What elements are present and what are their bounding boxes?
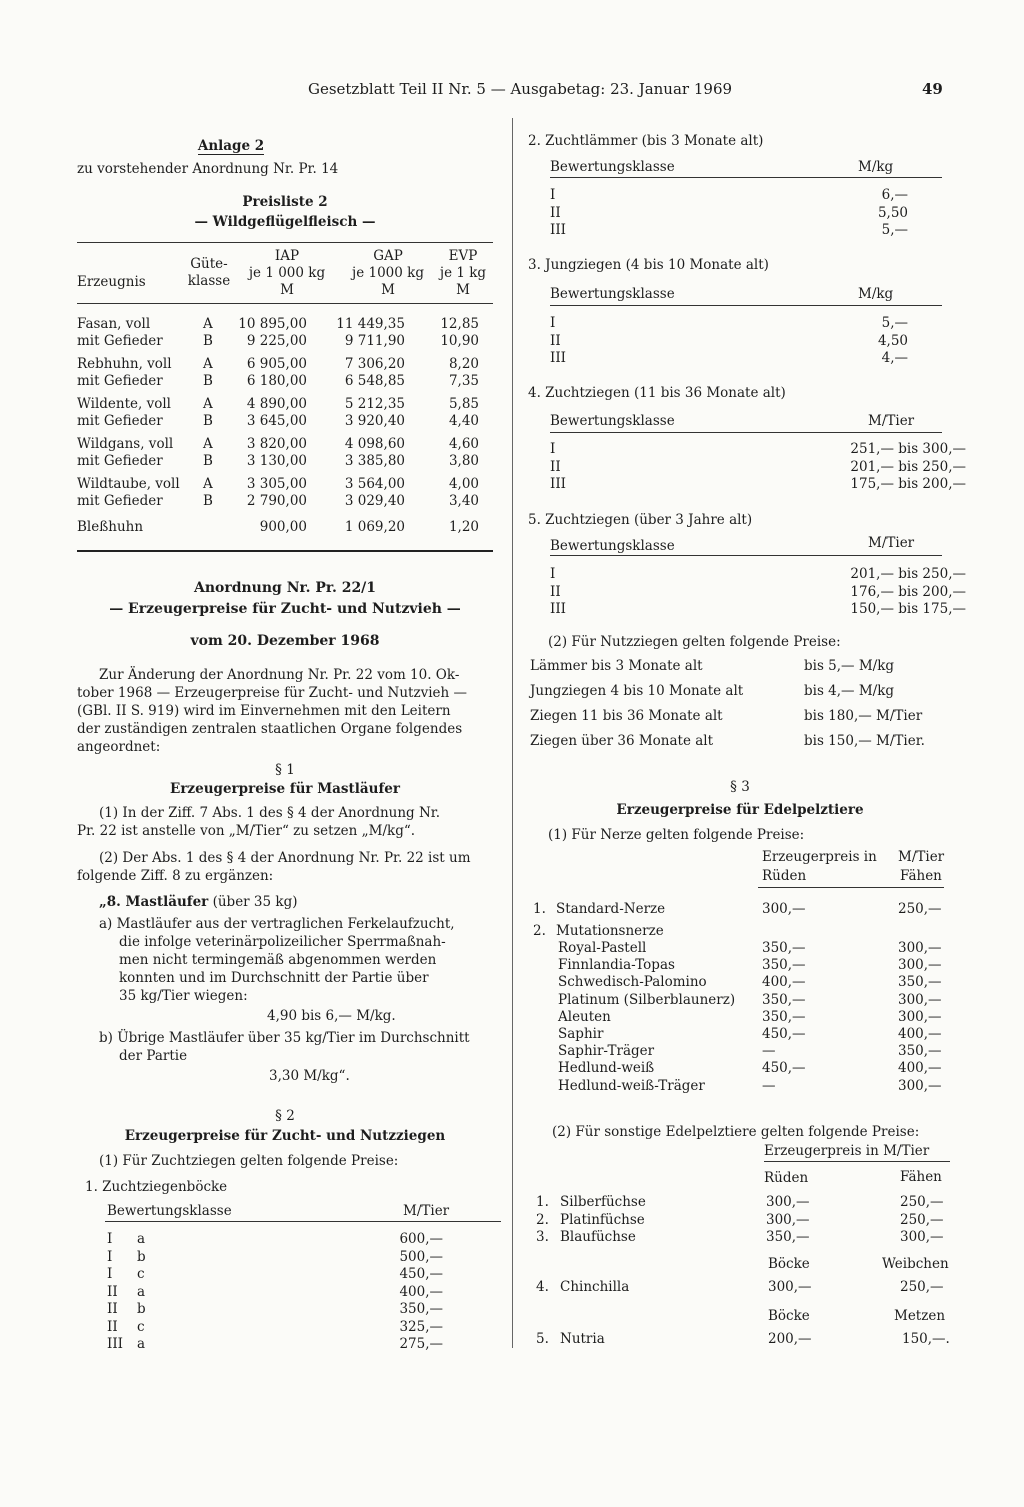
table-cell-gap: 5 212,35 [344, 396, 405, 412]
zu-header-class: Bewertungsklasse [550, 538, 675, 554]
section-2-para-1: (1) Für Zuchtziegen gelten folgende Preise: [99, 1153, 399, 1169]
jungziegen-title: 3. Jungziegen (4 bis 10 Monate alt) [528, 257, 769, 273]
table-cell-product: mit Gefieder [77, 413, 163, 429]
table-cell-product: Wildente, voll [77, 396, 171, 412]
pelztier-number: 2. [536, 1211, 549, 1228]
nutzziegen-price: bis 180,— M/Tier [804, 708, 923, 724]
table-cell-iap: 3 305,00 [246, 476, 307, 492]
mutationsnerz-name: Platinum (Silberblaunerz) [558, 991, 736, 1008]
price-cell: 4,50 [877, 332, 908, 349]
zb-table-body [107, 1231, 457, 1356]
table-cell-grade: B [203, 333, 213, 349]
zb-price: 600,— [399, 1231, 443, 1247]
anlage-subtitle: zu vorstehender Anordnung Nr. Pr. 14 [77, 161, 339, 177]
mutationsnerz-name: Hedlund-weiß [558, 1060, 655, 1077]
intro-line: (GBl. II S. 919) wird im Einvernehmen mit den Leitern [77, 703, 451, 719]
table-header-cell: Erzeugnis [77, 274, 146, 290]
para-line: der Partie [119, 1048, 188, 1064]
table-header-cell: IAP je 1 000 kg M [248, 248, 326, 298]
table-cell-grade: B [203, 453, 213, 469]
price-cell: 201,— bis 250,— [850, 458, 966, 475]
pelztier-rueden: 300,— [766, 1194, 810, 1210]
class-cell: II [550, 204, 561, 221]
table-cell-evp: 1,20 [448, 519, 479, 535]
chinchilla-header-female: Weibchen [882, 1256, 949, 1272]
table-cell-iap: 3 645,00 [246, 413, 307, 429]
zb-class: II [107, 1318, 118, 1335]
table-cell-gap: 11 449,35 [336, 316, 405, 332]
table-header-cell: EVP je 1 kg M [439, 248, 487, 298]
mutationsnerz-faehen: 350,— [898, 974, 942, 991]
chinchilla-name: Chinchilla [560, 1279, 630, 1295]
mutationsnerz-name: Schwedisch-Palomino [558, 974, 707, 991]
mutationsnerz-faehen: 350,— [898, 1043, 942, 1060]
mutationsnerz-faehen: 400,— [898, 1060, 942, 1077]
mutationsnerz-rueden: 400,— [762, 974, 806, 991]
para-line: a) Mastläufer aus der vertraglichen Ferkelaufzucht, [99, 916, 455, 932]
table-cell-grade: B [203, 373, 213, 389]
table-header-cell: GAP je 1000 kg M [352, 248, 424, 298]
price-cell: 176,— bis 200,— [850, 583, 966, 600]
nerz-1-number: 1. [533, 901, 546, 917]
zz-header-rule [550, 432, 942, 433]
zb-subclass: b [137, 1248, 146, 1265]
class-cell: II [550, 332, 561, 349]
price-cell: 5,— [881, 315, 908, 331]
table-cell-grade: B [203, 493, 213, 509]
zb-subclass: a [137, 1231, 146, 1247]
table-cell-iap: 3 820,00 [246, 436, 307, 452]
table-cell-evp: 4,60 [448, 436, 479, 452]
ziff-8-b-price: 3,30 M/kg“. [269, 1068, 350, 1084]
zl-header-rule [550, 177, 942, 178]
nutzziegen-price: bis 5,— M/kg [804, 658, 895, 674]
intro-line: angeordnet: [77, 739, 161, 755]
zb-class: I [107, 1266, 113, 1282]
nutzziegen-price: bis 4,— M/kg [804, 683, 895, 699]
price-cell: 6,— [881, 187, 908, 203]
pelztier-name: Silberfüchse [560, 1194, 646, 1210]
jz-header-unit: M/kg [858, 286, 894, 302]
table-cell-evp: 7,35 [448, 373, 479, 389]
price-cell: 150,— bis 175,— [850, 601, 966, 617]
zz-header-class: Bewertungsklasse [550, 413, 675, 429]
table-cell-iap: 6 180,00 [246, 373, 307, 389]
anordnung-subtitle: — Erzeugerpreise für Zucht- und Nutzvieh — [109, 601, 461, 617]
table-cell-product: Wildgans, voll [77, 436, 174, 452]
zb-price: 500,— [399, 1248, 443, 1265]
price-table-body [77, 316, 493, 546]
zb-class: II [107, 1283, 118, 1300]
table-cell-product: Rebhuhn, voll [77, 356, 172, 372]
pelztier-faehen: 300,— [900, 1229, 944, 1245]
section-2-title: Erzeugerpreise für Zucht- und Nutzziegen [124, 1128, 446, 1144]
table-cell-evp: 4,40 [448, 413, 479, 429]
table-cell-gap: 9 711,90 [344, 333, 405, 349]
sonstige-pelztiere-list [536, 1194, 956, 1248]
nerz-header-price: Erzeugerpreis in [762, 849, 877, 865]
mutationsnerz-faehen: 300,— [898, 1077, 942, 1094]
zb-subclass: c [137, 1318, 145, 1335]
zuchtziegenboecke-title: 1. Zuchtziegenböcke [85, 1179, 228, 1195]
price-cell: 5,— [881, 222, 908, 238]
price-cell: 5,50 [877, 204, 908, 221]
jz-header-class: Bewertungsklasse [550, 286, 675, 302]
table-cell-evp: 12,85 [440, 316, 479, 332]
nerz-header-rule [758, 887, 944, 888]
class-cell: III [550, 476, 566, 492]
zb-class: II [107, 1301, 118, 1317]
table-cell-product: mit Gefieder [77, 453, 163, 469]
nerz-1-faehen: 250,— [898, 901, 942, 917]
column-divider [512, 118, 513, 1348]
class-cell: I [550, 315, 556, 331]
table-header-rule [77, 303, 493, 304]
table-cell-iap: 9 225,00 [246, 333, 307, 349]
table-cell-iap: 3 130,00 [246, 453, 307, 469]
pelztier-name: Blaufüchse [560, 1229, 636, 1245]
nutzziegen-intro: (2) Für Nutzziegen gelten folgende Preise: [548, 634, 841, 650]
sp-header-price: Erzeugerpreis in M/Tier [764, 1143, 930, 1159]
table-cell-grade: A [203, 476, 213, 492]
table-cell-gap: 3 564,00 [344, 476, 405, 492]
table-header-cell: Güte- klasse [187, 256, 231, 289]
mutationsnerz-name: Saphir-Träger [558, 1043, 655, 1060]
zb-price: 275,— [399, 1336, 443, 1352]
intro-line: der zuständigen zentralen staatlichen Organe folgendes [77, 721, 463, 737]
preisliste-subtitle: — Wildgeflügelfleisch — [194, 214, 376, 230]
mutationsnerz-name: Finnlandia-Topas [558, 957, 675, 974]
mutationsnerz-rueden: — [762, 1077, 776, 1094]
mutationsnerz-rueden: — [762, 1043, 776, 1060]
para-line: 35 kg/Tier wiegen: [119, 988, 248, 1004]
section-1-number: § 1 [275, 762, 295, 778]
table-cell-gap: 6 548,85 [344, 373, 405, 389]
nerz-1-rueden: 300,— [762, 901, 806, 917]
para-line: Pr. 22 ist anstelle von „M/Tier“ zu setzen „M/kg“. [77, 823, 416, 839]
table-cell-product: Fasan, voll [77, 316, 151, 332]
zb-header-rule [105, 1221, 501, 1222]
pelztier-rueden: 300,— [766, 1211, 810, 1228]
section-2-number: § 2 [275, 1108, 295, 1124]
table-cell-gap: 1 069,20 [344, 519, 405, 535]
table-cell-iap: 2 790,00 [246, 493, 307, 509]
table-cell-grade: B [203, 413, 213, 429]
pelztier-number: 1. [536, 1194, 549, 1210]
zb-class: I [107, 1248, 113, 1265]
table-cell-evp: 5,85 [448, 396, 479, 412]
nutria-header-male: Böcke [768, 1308, 810, 1324]
page-number: 49 [922, 80, 943, 98]
class-cell: I [550, 566, 556, 582]
mutationsnerz-name: Aleuten [558, 1008, 611, 1025]
nutzziegen-list [530, 658, 950, 758]
class-cell: III [550, 222, 566, 238]
zb-subclass: c [137, 1266, 145, 1282]
zu-table-body [550, 566, 966, 618]
table-cell-gap: 3 385,80 [344, 453, 405, 469]
table-cell-grade: A [203, 316, 213, 332]
nutzziegen-item: Ziegen über 36 Monate alt [530, 733, 714, 749]
ziff-8-a [99, 915, 497, 1005]
zb-price: 450,— [399, 1266, 443, 1282]
table-cell-gap: 4 098,60 [344, 436, 405, 452]
zb-header-unit: M/Tier [403, 1203, 450, 1219]
pelztier-faehen: 250,— [900, 1194, 944, 1210]
nutzziegen-price: bis 150,— M/Tier. [804, 733, 925, 749]
table-cell-gap: 3 029,40 [344, 493, 405, 509]
table-cell-evp: 10,90 [440, 333, 479, 349]
mutationsnerz-rueden: 350,— [762, 991, 806, 1008]
intro-line: tober 1968 — Erzeugerpreise für Zucht- und Nutzvieh — [77, 685, 467, 701]
header-title: Gesetzblatt Teil II Nr. 5 — Ausgabetag: 23. Januar 1969 [307, 80, 733, 98]
nerz-2-name: Mutationsnerze [556, 923, 664, 939]
mutationsnerz-rueden: 350,— [762, 957, 806, 974]
table-cell-evp: 3,80 [448, 453, 479, 469]
mutationsnerz-faehen: 300,— [898, 957, 942, 974]
table-cell-iap: 4 890,00 [246, 396, 307, 412]
anordnung-intro [77, 666, 495, 756]
zl-table-body [550, 187, 950, 239]
table-cell-evp: 4,00 [448, 476, 479, 492]
price-table-header [77, 248, 493, 300]
nutria-name: Nutria [560, 1331, 605, 1347]
jz-table-body [550, 315, 950, 367]
table-cell-grade: A [203, 436, 213, 452]
nutria-header-female: Metzen [894, 1308, 946, 1324]
zz-header-unit: M/Tier [868, 413, 915, 429]
section-1-title: Erzeugerpreise für Mastläufer [170, 781, 400, 797]
preisliste-title: Preisliste 2 [242, 194, 328, 210]
ziff-8-a-price: 4,90 bis 6,— M/kg. [267, 1008, 396, 1024]
table-cell-product: mit Gefieder [77, 333, 163, 349]
table-top-rule [77, 242, 493, 243]
zu-header-unit: M/Tier [868, 535, 915, 551]
mutationsnerz-name: Saphir [558, 1026, 604, 1042]
sp-header-faehen: Fähen [900, 1169, 942, 1185]
chinchilla-male-price: 300,— [768, 1279, 812, 1295]
para-line: folgende Ziff. 8 zu ergänzen: [77, 868, 274, 884]
nutzziegen-item: Jungziegen 4 bis 10 Monate alt [530, 683, 744, 699]
mutationsnerz-rueden: 350,— [762, 940, 806, 956]
zb-header-class: Bewertungsklasse [107, 1203, 232, 1219]
table-cell-product: mit Gefieder [77, 373, 163, 389]
nutria-female-price: 150,—. [902, 1331, 950, 1347]
class-cell: I [550, 187, 556, 203]
nutzziegen-item: Ziegen 11 bis 36 Monate alt [530, 708, 723, 724]
table-cell-product: mit Gefieder [77, 493, 163, 509]
ziff-8-b [99, 1029, 499, 1065]
para-line: die infolge veterinärpolizeilicher Sperrmaßnah- [119, 934, 446, 950]
mutationsnerz-rueden: 350,— [762, 1008, 806, 1025]
para-line: b) Übrige Mastläufer über 35 kg/Tier im Durchschnitt [99, 1030, 470, 1046]
intro-line: Zur Änderung der Anordnung Nr. Pr. 22 vom 10. Ok- [99, 667, 460, 683]
mutationsnerze-list [558, 940, 958, 1100]
price-cell: 201,— bis 250,— [850, 566, 966, 582]
zu-header-rule [550, 555, 942, 556]
table-cell-gap: 7 306,20 [344, 356, 405, 372]
pelztier-rueden: 350,— [766, 1229, 810, 1245]
table-cell-iap: 900,00 [259, 519, 307, 535]
para-line: men nicht termingemäß abgenommen werden [119, 952, 437, 968]
zb-subclass: b [137, 1301, 146, 1317]
table-cell-product: Bleßhuhn [77, 519, 144, 535]
para-line: konnten und im Durchschnitt der Partie über [119, 970, 429, 986]
class-cell: II [550, 583, 561, 600]
jz-header-rule [550, 305, 942, 306]
pelztier-name: Platinfüchse [560, 1211, 645, 1228]
anordnung-date: vom 20. Dezember 1968 [190, 633, 380, 649]
class-cell: III [550, 350, 566, 366]
table-cell-evp: 3,40 [448, 493, 479, 509]
table-cell-evp: 8,20 [448, 356, 479, 372]
zb-class: III [107, 1336, 123, 1352]
zl-header-unit: M/kg [858, 159, 894, 175]
zuchtlaemmer-title: 2. Zuchtlämmer (bis 3 Monate alt) [528, 133, 764, 149]
section-3-number: § 3 [730, 779, 750, 795]
para-line: (1) In der Ziff. 7 Abs. 1 des § 4 der Anordnung Nr. [99, 805, 441, 821]
table-cell-gap: 3 920,40 [344, 413, 405, 429]
table-bottom-rule [77, 550, 493, 552]
nutria-male-price: 200,— [768, 1331, 812, 1347]
zb-price: 400,— [399, 1283, 443, 1300]
pelztier-number: 3. [536, 1229, 549, 1245]
pelztier-faehen: 250,— [900, 1211, 944, 1228]
anlage-title: Anlage 2 [197, 138, 265, 154]
zz-table-body [550, 441, 966, 493]
nerz-header-rueden: Rüden [762, 868, 807, 884]
mutationsnerz-faehen: 300,— [898, 1008, 942, 1025]
nerz-2-number: 2. [533, 923, 546, 939]
section-1-para-1 [77, 804, 495, 840]
mutationsnerz-rueden: 450,— [762, 1060, 806, 1077]
nerz-header-faehen: Fähen [900, 868, 942, 884]
class-cell: I [550, 441, 556, 457]
zb-price: 325,— [399, 1318, 443, 1335]
mutationsnerz-faehen: 300,— [898, 991, 942, 1008]
table-cell-grade: A [203, 396, 213, 412]
zl-header-class: Bewertungsklasse [550, 159, 675, 175]
section-3-title: Erzeugerpreise für Edelpelztiere [616, 802, 864, 818]
ziff-8-heading: „8. Mastläufer (über 35 kg) [99, 894, 298, 910]
zuchtziegen-alt-title: 5. Zuchtziegen (über 3 Jahre alt) [528, 512, 753, 528]
mutationsnerz-rueden: 450,— [762, 1026, 806, 1042]
mutationsnerz-faehen: 300,— [898, 940, 942, 956]
zb-class: I [107, 1231, 113, 1247]
mutationsnerz-name: Hedlund-weiß-Träger [558, 1077, 705, 1094]
mutationsnerz-name: Royal-Pastell [558, 940, 647, 956]
price-cell: 175,— bis 200,— [850, 476, 966, 492]
sp-header-rueden: Rüden [764, 1170, 809, 1186]
zb-subclass: a [137, 1283, 146, 1300]
nutzziegen-item: Lämmer bis 3 Monate alt [530, 658, 703, 674]
chinchilla-header-male: Böcke [768, 1256, 810, 1272]
zb-price: 350,— [399, 1301, 443, 1317]
mutationsnerz-faehen: 400,— [898, 1026, 942, 1042]
nerz-header-unit: M/Tier [898, 849, 945, 865]
chinchilla-female-price: 250,— [900, 1279, 944, 1295]
nerz-1-name: Standard-Nerze [556, 901, 666, 917]
zuchtziegen-title: 4. Zuchtziegen (11 bis 36 Monate alt) [528, 385, 786, 401]
price-cell: 251,— bis 300,— [850, 441, 966, 457]
section-1-para-2 [77, 849, 495, 885]
nutria-number: 5. [536, 1331, 549, 1347]
page-header [0, 80, 1024, 100]
zb-subclass: a [137, 1336, 146, 1352]
table-cell-product: Wildtaube, voll [77, 476, 180, 492]
anordnung-title: Anordnung Nr. Pr. 22/1 [193, 580, 377, 596]
table-cell-iap: 6 905,00 [246, 356, 307, 372]
section-3-para-2: (2) Für sonstige Edelpelztiere gelten folgende Preise: [552, 1124, 920, 1140]
class-cell: II [550, 458, 561, 475]
table-cell-grade: A [203, 356, 213, 372]
price-cell: 4,— [881, 350, 908, 366]
sp-header-rule [764, 1161, 950, 1162]
para-line: (2) Der Abs. 1 des § 4 der Anordnung Nr. Pr. 22 ist um [99, 850, 471, 866]
section-3-para-1: (1) Für Nerze gelten folgende Preise: [548, 827, 805, 843]
table-cell-iap: 10 895,00 [238, 316, 307, 332]
chinchilla-number: 4. [536, 1279, 549, 1295]
class-cell: III [550, 601, 566, 617]
